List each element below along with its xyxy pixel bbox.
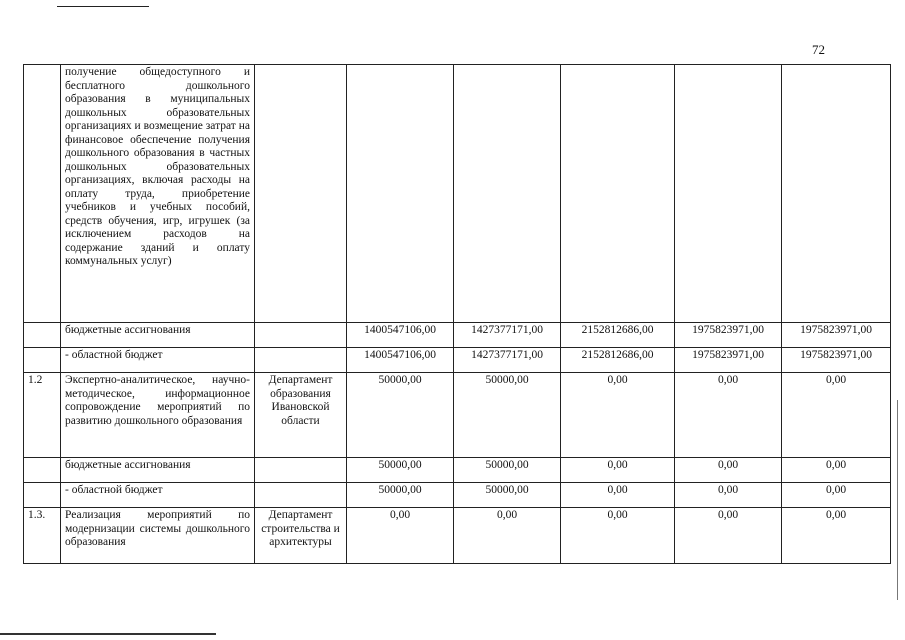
row-number <box>24 458 61 483</box>
bottom-rule <box>0 633 216 635</box>
row-number <box>24 323 61 348</box>
value-cell: 0,00 <box>561 483 675 508</box>
value-cell: 0,00 <box>782 458 891 483</box>
row-description: получение общедоступного и бесплатного дошкольного образования в муниципальных дошкольных образовательных организациях и возмещение затрат на финансовое обеспечение получения дошкольного образования в частных дошкольных образовательных организациях, включая расходы на оплату труда, приобретение учебников и учебных пособий, средств обучения, игр, игрушек (за исключением расходов на содержание зданий и оплату коммунальных услуг) <box>61 65 255 323</box>
row-number <box>24 65 61 323</box>
value-cell <box>347 65 454 323</box>
row-department <box>255 348 347 373</box>
table-row <box>24 373 891 458</box>
value-cell: 0,00 <box>675 483 782 508</box>
row-description: - областной бюджет <box>61 348 255 373</box>
value-cell: 0,00 <box>561 373 675 458</box>
table-row <box>24 323 891 348</box>
value-cell: 1400547106,00 <box>347 323 454 348</box>
value-cell <box>561 65 675 323</box>
table-row <box>24 458 891 483</box>
value-cell: 50000,00 <box>454 373 561 458</box>
value-cell: 2152812686,00 <box>561 348 675 373</box>
value-cell <box>675 65 782 323</box>
row-description: Реализация мероприятий по модернизации системы дошкольного образования <box>61 508 255 564</box>
budget-table <box>23 64 891 564</box>
table-row <box>24 508 891 564</box>
row-description: - областной бюджет <box>61 483 255 508</box>
value-cell: 0,00 <box>454 508 561 564</box>
value-cell: 0,00 <box>675 458 782 483</box>
row-department <box>255 65 347 323</box>
value-cell: 0,00 <box>782 508 891 564</box>
value-cell: 0,00 <box>675 508 782 564</box>
page-number: 72 <box>812 42 825 57</box>
value-cell <box>454 65 561 323</box>
value-cell: 1975823971,00 <box>782 348 891 373</box>
value-cell: 50000,00 <box>347 483 454 508</box>
row-description: бюджетные ассигнования <box>61 458 255 483</box>
row-department: Департамент образования Ивановской области <box>255 373 347 458</box>
row-number: 1.2 <box>24 373 61 458</box>
row-number <box>24 483 61 508</box>
row-department <box>255 323 347 348</box>
value-cell: 50000,00 <box>347 373 454 458</box>
value-cell: 0,00 <box>675 373 782 458</box>
table-row <box>24 65 891 323</box>
value-cell: 1975823971,00 <box>675 323 782 348</box>
value-cell: 1400547106,00 <box>347 348 454 373</box>
value-cell: 0,00 <box>782 483 891 508</box>
value-cell <box>782 65 891 323</box>
row-number <box>24 348 61 373</box>
table-row <box>24 348 891 373</box>
value-cell: 0,00 <box>561 508 675 564</box>
row-department <box>255 483 347 508</box>
table-row <box>24 483 891 508</box>
value-cell: 1427377171,00 <box>454 348 561 373</box>
value-cell: 2152812686,00 <box>561 323 675 348</box>
value-cell: 0,00 <box>347 508 454 564</box>
value-cell: 1975823971,00 <box>782 323 891 348</box>
row-department <box>255 458 347 483</box>
value-cell: 50000,00 <box>347 458 454 483</box>
value-cell: 1427377171,00 <box>454 323 561 348</box>
value-cell: 0,00 <box>782 373 891 458</box>
top-rule <box>57 6 149 7</box>
value-cell: 1975823971,00 <box>675 348 782 373</box>
row-number: 1.3. <box>24 508 61 564</box>
row-description: Экспертно-аналитическое, научно-методическое, информационное сопровождение мероприятий по развитию дошкольного образования <box>61 373 255 458</box>
value-cell: 50000,00 <box>454 483 561 508</box>
value-cell: 0,00 <box>561 458 675 483</box>
value-cell: 50000,00 <box>454 458 561 483</box>
scan-edge-mark <box>897 400 898 600</box>
row-description: бюджетные ассигнования <box>61 323 255 348</box>
row-department: Департамент строительства и архитектуры <box>255 508 347 564</box>
